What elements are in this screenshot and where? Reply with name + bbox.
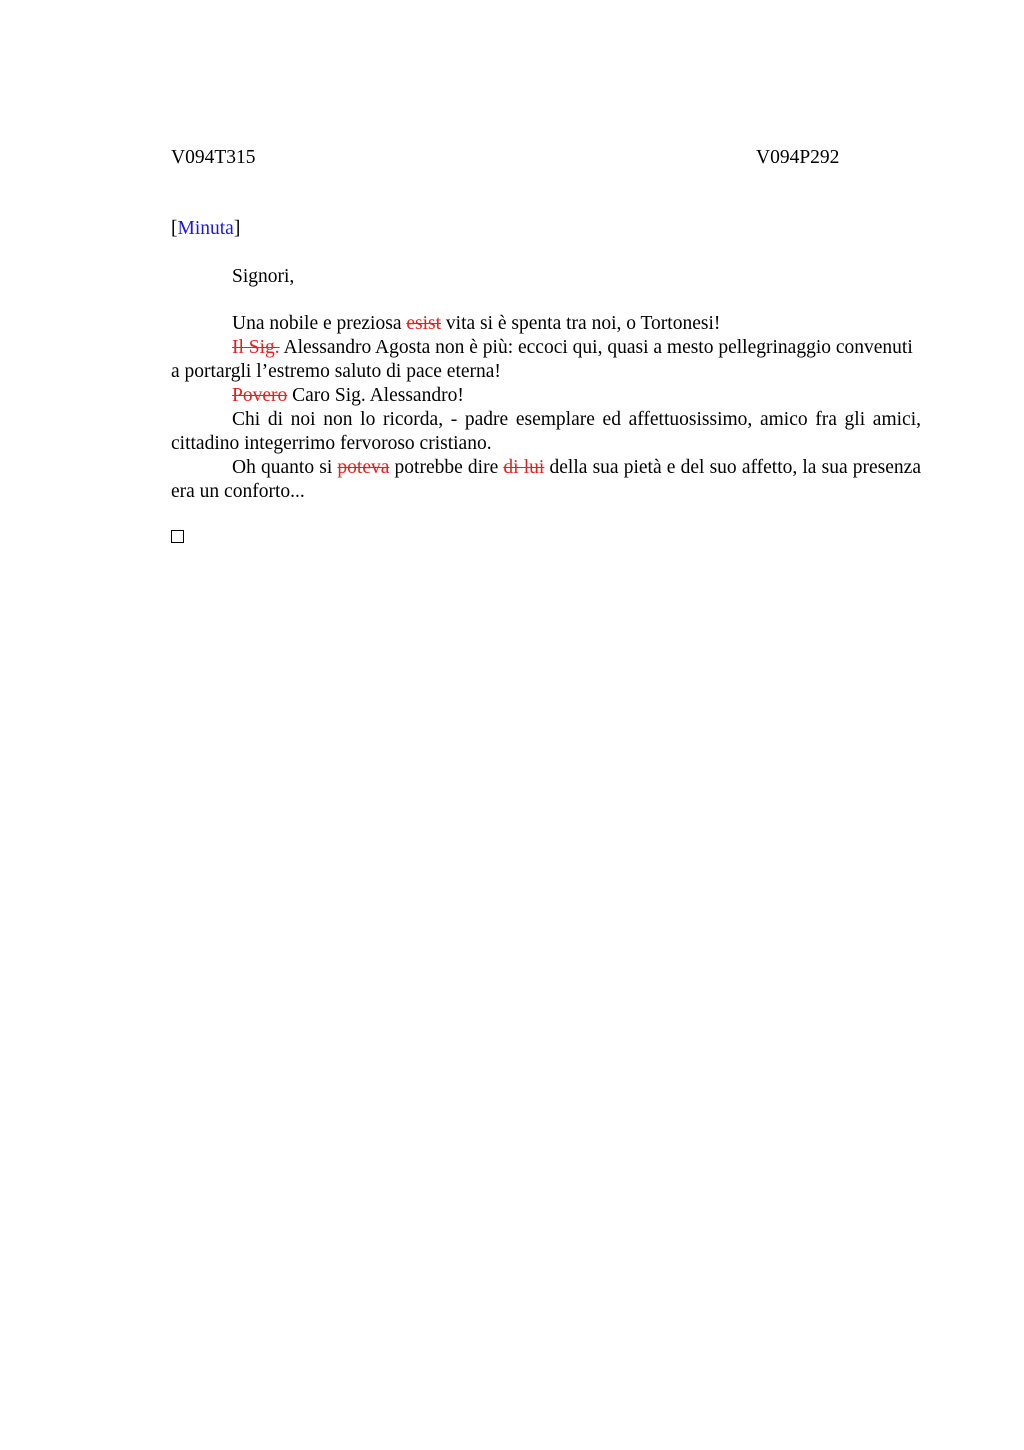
document-code-left: V094T315	[171, 147, 256, 168]
text-segment: della sua pietà e del suo affetto, la sua presenza era un conforto...	[171, 457, 921, 502]
doc-type-close-bracket: ]	[233, 218, 241, 239]
document-type	[171, 217, 240, 241]
paragraph-5	[171, 456, 921, 504]
text-segment: Chi di noi non lo ricorda, - padre esemplare ed affettuosissimo, amico fra gli amici, cittadino integerrimo fervoroso cristiano.	[171, 409, 921, 454]
empty-square-icon	[171, 530, 184, 543]
text-segment: Una nobile e preziosa	[232, 313, 407, 334]
text-segment: Oh quanto si	[232, 457, 338, 478]
paragraph-1	[171, 312, 921, 336]
deleted-text: Povero	[232, 385, 288, 406]
letter-body	[171, 312, 921, 504]
salutation: Signori,	[232, 266, 295, 287]
deleted-text: Il Sig.	[232, 337, 280, 358]
deleted-text: poteva	[337, 457, 390, 478]
paragraph-2	[171, 336, 921, 384]
doc-type-label: Minuta	[177, 218, 234, 239]
deleted-text: di lui	[503, 457, 545, 478]
doc-type-open-bracket: [	[171, 218, 178, 239]
deleted-text: esist	[406, 313, 442, 334]
document-code-right: V094P292	[756, 147, 840, 168]
text-segment: potrebbe dire	[389, 457, 504, 478]
text-segment: Caro Sig. Alessandro!	[287, 385, 464, 406]
text-segment: Alessandro Agosta non è più: eccoci qui, quasi a mesto pellegrinaggio convenuti a portargli l’estremo saluto di pace eterna!	[171, 337, 913, 382]
paragraph-4	[171, 408, 921, 456]
text-segment: vita si è spenta tra noi, o Tortonesi!	[441, 313, 721, 334]
paragraph-3	[171, 384, 921, 408]
